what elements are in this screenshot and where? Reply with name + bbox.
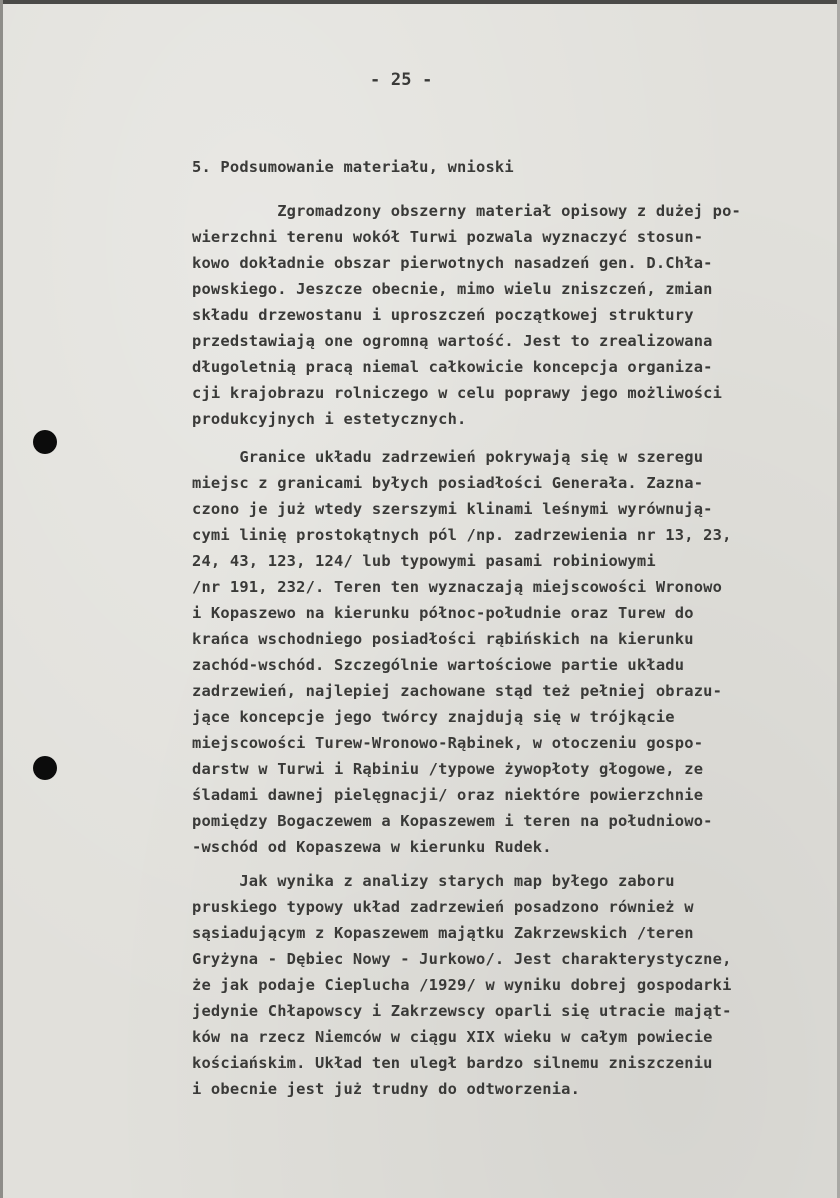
text-line: składu drzewostanu i uproszczeń początkowej struktury [192, 306, 694, 324]
text-line: pomiędzy Bogaczewem a Kopaszewem i teren na południowo- [192, 812, 713, 830]
text-line: krańca wschodniego posiadłości rąbińskich na kierunku [192, 630, 694, 648]
text-line: darstw w Turwi i Rąbiniu /typowe żywopłoty głogowe, ze [192, 760, 704, 778]
text-line: Zgromadzony obszerny materiał opisowy z dużej po- [192, 202, 742, 220]
punch-hole-upper [33, 430, 57, 454]
text-line: sąsiadującym z Kopaszewem majątku Zakrzewskich /teren [192, 924, 694, 942]
text-line: kościańskim. Układ ten uległ bardzo silnemu zniszczeniu [192, 1054, 713, 1072]
text-line: jedynie Chłapowscy i Zakrzewscy oparli się utracie mająt- [192, 1002, 732, 1020]
text-line: miejsc z granicami byłych posiadłości Generała. Zazna- [192, 474, 704, 492]
text-line: Jak wynika z analizy starych map byłego zaboru [192, 872, 675, 890]
text-line: zadrzewień, najlepiej zachowane stąd też pełniej obrazu- [192, 682, 723, 700]
page-number: - 25 - [370, 70, 433, 90]
text-line: czono je już wtedy szerszymi klinami leśnymi wyrównują- [192, 500, 713, 518]
text-line: wierzchni terenu wokół Turwi pozwala wyznaczyć stosun- [192, 228, 704, 246]
text-line: i obecnie jest już trudny do odtworzenia. [192, 1080, 581, 1098]
text-line: śladami dawnej pielęgnacji/ oraz niektóre powierzchnie [192, 786, 704, 804]
scan-edge-left [0, 0, 3, 1198]
text-line: -wschód od Kopaszewa w kierunku Rudek. [192, 838, 552, 856]
text-line: długoletnią pracą niemal całkowicie koncepcja organiza- [192, 358, 713, 376]
text-line: przedstawiają one ogromną wartość. Jest to zrealizowana [192, 332, 713, 350]
text-line: kowo dokładnie obszar pierwotnych nasadzeń gen. D.Chła- [192, 254, 713, 272]
text-line: pruskiego typowy układ zadrzewień posadzono również w [192, 898, 694, 916]
text-line: zachód-wschód. Szczególnie wartościowe partie układu [192, 656, 685, 674]
text-line: Granice układu zadrzewień pokrywają się w szeregu [192, 448, 704, 466]
scan-edge-top [0, 0, 840, 4]
text-line: cji krajobrazu rolniczego w celu poprawy jego możliwości [192, 384, 723, 402]
text-line: ków na rzecz Niemców w ciągu XIX wieku w całym powiecie [192, 1028, 713, 1046]
text-line: że jak podaje Cieplucha /1929/ w wyniku dobrej gospodarki [192, 976, 732, 994]
text-line: cymi linię prostokątnych pól /np. zadrzewienia nr 13, 23, [192, 526, 732, 544]
text-line: /nr 191, 232/. Teren ten wyznaczają miejscowości Wronowo [192, 578, 723, 596]
text-line: powskiego. Jeszcze obecnie, mimo wielu zniszczeń, zmian [192, 280, 713, 298]
text-line: 24, 43, 123, 124/ lub typowymi pasami robiniowymi [192, 552, 656, 570]
text-line: produkcyjnych i estetycznych. [192, 410, 467, 428]
text-line: i Kopaszewo na kierunku północ-południe oraz Turew do [192, 604, 694, 622]
text-line: jące koncepcje jego twórcy znajdują się w trójkącie [192, 708, 675, 726]
text-line: Gryżyna - Dębiec Nowy - Jurkowo/. Jest charakterystyczne, [192, 950, 732, 968]
section-heading: 5. Podsumowanie materiału, wnioski [192, 158, 514, 176]
text-line: miejscowości Turew-Wronowo-Rąbinek, w otoczeniu gospo- [192, 734, 704, 752]
punch-hole-lower [33, 756, 57, 780]
